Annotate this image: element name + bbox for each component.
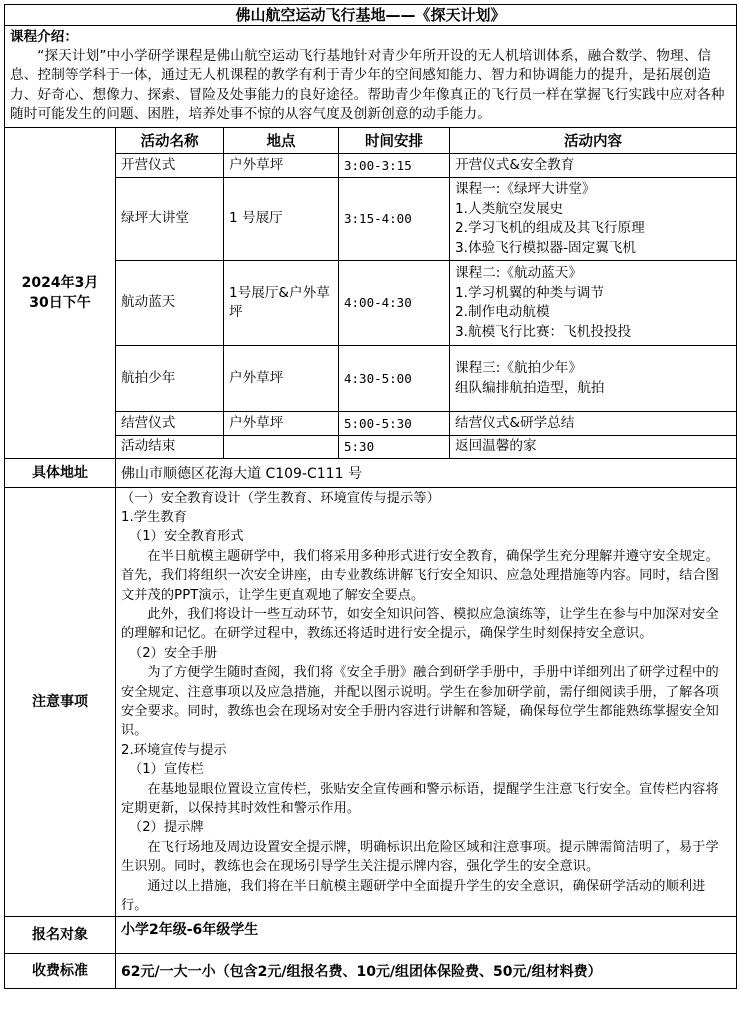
header-time: 时间安排 [339,128,450,154]
activity-content [450,154,737,178]
content-line: 3.体验飞行模拟器-固定翼飞机 [455,239,636,256]
activity-place: 户外草坪 [224,412,339,436]
activity-time: 4:30-5:00 [339,346,450,412]
content-line: 课程三:《航拍少年》 [455,360,582,377]
address-label: 具体地址 [5,458,116,487]
content-line: 组队编排航拍造型，航拍 [455,379,605,396]
content-line: 返回温馨的家 [455,438,537,455]
activity-content [450,178,737,261]
content-line: 1.人类航空发展史 [455,200,564,217]
activity-content [450,346,737,412]
activity-name: 航拍少年 [116,346,224,412]
notes-line: （1）安全教育形式 [128,529,244,545]
notes-line: （2）安全手册 [128,645,218,661]
activity-place: 户外草坪 [224,154,339,178]
content-line: 2.学习飞机的组成及其飞行原理 [455,220,645,237]
activity-place: 户外草坪 [224,346,339,412]
notes-line: 为了方便学生随时查阅，我们将《安全手册》融合到研学手册中，手册中详细列出了研学过程中的安全规定、注意事项以及应急措施，并配以图示说明。学生在参加研学前，需仔细阅读手册，了解各项安全要求。同时，教练也会在现场对安全手册内容进行讲解和答疑，确保每位学生都能熟练掌握安全知识。 [121,665,719,739]
activity-time: 5:00-5:30 [339,412,450,436]
activity-place [224,436,339,459]
content-line: 课程一:《绿坪大讲堂》 [455,181,596,198]
notes-line: 1.学生教育 [121,509,187,525]
content-line: 2.制作电动航模 [455,304,550,321]
activity-place: 1 号展厅 [224,178,339,261]
activity-name: 结营仪式 [116,412,224,436]
content-line: 开营仪式&安全教育 [455,156,575,173]
activity-content [450,436,737,459]
content-line: 结营仪式&研学总结 [455,414,575,431]
content-line: 1.学习机翼的种类与调节 [455,284,604,301]
audience-value: 小学2年级-6年级学生 [116,917,737,954]
notes-content [116,487,737,917]
content-line: 3.航模飞行比赛：飞机投投投 [455,323,632,340]
header-content: 活动内容 [450,128,737,154]
address-value: 佛山市顺德区花海大道 C109-C111 号 [116,458,737,487]
fee-value: 62元/一大一小（包含2元/组报名费、10元/组团体保险费、50元/组材料费） [116,954,737,989]
header-place: 地点 [224,128,339,154]
header-activity-name: 活动名称 [116,128,224,154]
notes-line: 2.环境宣传与提示 [121,742,227,758]
activity-name: 活动结束 [116,436,224,459]
notes-line: 在半日航模主题研学中，我们将采用多种形式进行安全教育，确保学生充分理解并遵守安全规定。首先，我们将组织一次安全讲座，由专业教练讲解飞行安全知识、应急处理措施等内容。同时，结合图文并茂的PPT演示，让学生更直观地了解安全要点。 [121,548,719,603]
notes-line: 在飞行场地及周边设置安全提示牌，明确标识出危险区域和注意事项。提示牌需简洁明了，易于学生识别。同时，教练也会在现场引导学生关注提示牌内容，强化学生的安全意识。 [121,839,719,875]
activity-time: 5:30 [339,436,450,459]
fee-label: 收费标准 [5,954,116,989]
audience-label: 报名对象 [5,917,116,954]
course-intro-text: “探天计划”中小学研学课程是佛山航空运动飞行基地针对青少年所开设的无人机培训体系，融合数学、物理、信息、控制等学科于一体，通过无人机课程的教学有利于青少年的空间感知能力、智力和协调能力的提升，是拓展创造力、好奇心、想像力、探索、冒险及处事能力的良好途径。帮助青少年像真正的飞行员一样在掌握飞行实践中应对各种随时可能发生的问题、困胜，培养处事不惊的从容气度及创新创意的动手能力。 [10,48,725,122]
activity-content [450,412,737,436]
course-intro [5,26,737,128]
activity-time: 3:00-3:15 [339,154,450,178]
activity-name: 开营仪式 [116,154,224,178]
activity-time: 3:15-4:00 [339,178,450,261]
content-line: 课程二:《航动蓝天》 [455,265,582,282]
course-document-table [4,4,737,989]
notes-line: 在基地显眼位置设立宣传栏，张贴安全宣传画和警示标语，提醒学生注意飞行安全。宣传栏内容将定期更新，以保持其时效性和警示作用。 [121,781,719,817]
activity-name: 绿坪大讲堂 [116,178,224,261]
notes-line: （一）安全教育设计（学生教育、环境宣传与提示等） [121,490,440,506]
activity-place: 1号展厅&户外草坪 [224,261,339,346]
notes-line: 此外，我们将设计一些互动环节，如安全知识问答、模拟应急演练等，让学生在参与中加深对安全的理解和记忆。在研学过程中，教练还将适时进行安全提示，确保学生时刻保持安全意识。 [121,606,719,642]
document-title: 佛山航空运动飞行基地——《探天计划》 [5,5,737,26]
activity-content [450,261,737,346]
activity-name: 航动蓝天 [116,261,224,346]
course-intro-label: 课程介绍： [10,29,78,45]
notes-label: 注意事项 [5,487,116,917]
notes-line: （1）宣传栏 [128,762,204,778]
notes-line: （2）提示牌 [128,820,204,836]
schedule-date-text: 2024年3月30日下午 [21,274,99,311]
schedule-date [5,128,116,459]
notes-line: 通过以上措施，我们将在半日航模主题研学中全面提升学生的安全意识，确保研学活动的顺利进行。 [121,878,706,914]
activity-time: 4:00-4:30 [339,261,450,346]
